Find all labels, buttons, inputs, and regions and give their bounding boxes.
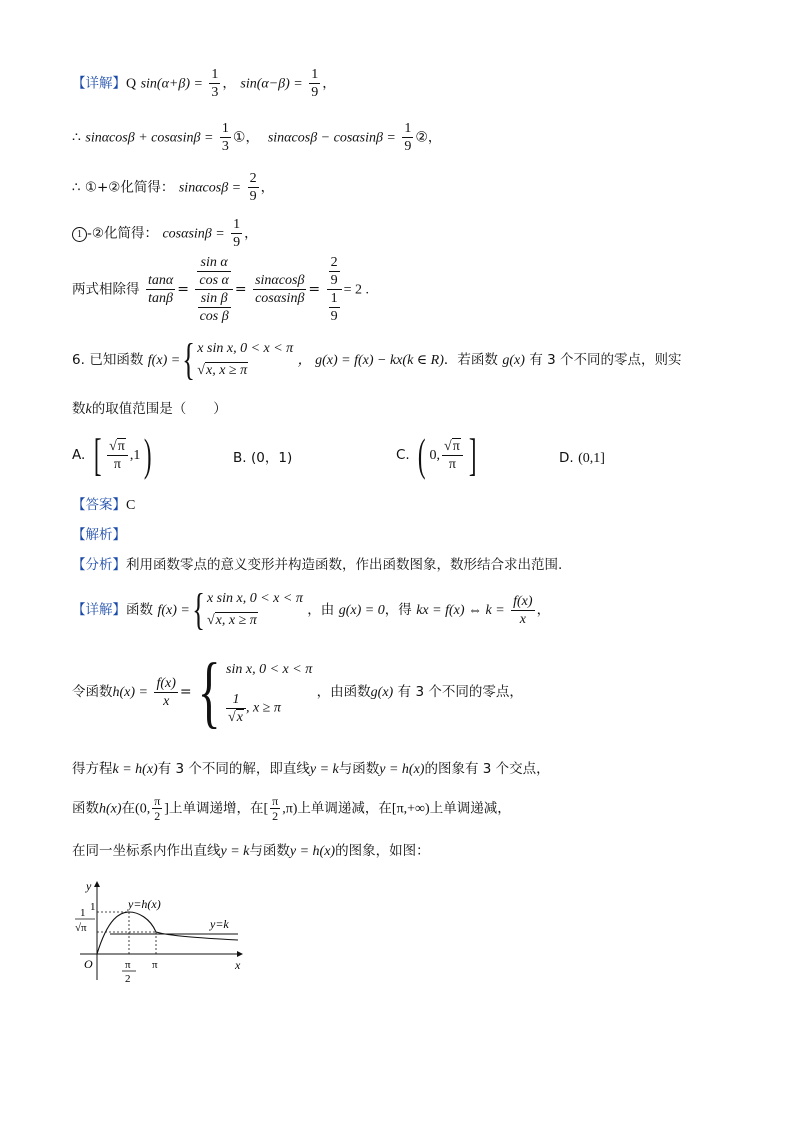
- eq1-fraction: $\frac{1}{3}$: [211, 67, 219, 100]
- detail-h-fraction: $\frac{f(x)}{x}$: [156, 675, 176, 709]
- option-d-value: (0,1]: [578, 451, 605, 466]
- p5-line-1: 【详解】Q sin(α+β) = $\frac{1}{3}$ ， sin(α−β) = $\frac{1}{9}$ ，: [72, 67, 336, 100]
- p5-line-3: ∴ ①+②化简得： sinαcosβ = $\frac{2}{9}$ ，: [72, 171, 275, 204]
- p5-line-2: ∴ sinαcosβ + cosαsinβ = $\frac{1}{3}$ ①， sinαcosβ − cosαsinβ = $\frac{1}{9}$ ②，: [72, 121, 442, 154]
- detail-line-5: 在同一坐标系内作出直线y = k与函数y = h(x)的图象，如图：: [72, 843, 430, 859]
- compound-fraction: $\frac{\frac{\text{sin α}}{\text{cos α}}}{\frac{\text{sin β}}{\text{cos β}}}$: [195, 254, 233, 325]
- line3-prefix: ∴ ①+②化简得：: [72, 179, 175, 196]
- analysis-text: 利用函数零点的意义变形并构造函数，作出函数图象，数形结合求出范围.: [126, 557, 563, 573]
- detail-line-4: 函数h(x)在(0, $\frac{\pi}{2}$ ]上单调递增，在[ $\frac{\pi}{2}$ ,π)上单调递减，在[π,+∞)上单调递减，: [72, 794, 511, 823]
- circled-mark-1: 1: [72, 227, 87, 242]
- q6-stem-a: 已知函数: [89, 352, 144, 368]
- mark-2: ②: [415, 130, 428, 146]
- q6-stem-b: ．若函数: [443, 352, 498, 368]
- q6-case-2: x, x ≥ π: [205, 363, 248, 378]
- q6-stem-c: 有 3 个不同的零点，则实: [529, 352, 682, 368]
- detail-line-1: 【详解】函数 f(x) ={ x sin x, 0 < x < π √x, x ≥ π ，由 g(x) = 0，得 kx = f(x) ⇔ k = $\frac{f(x)}{x}$ ，: [72, 585, 551, 634]
- line2-expr-b: sinαcosβ − cosαsinβ =: [267, 130, 396, 146]
- ratio-result: = 2 .: [343, 282, 370, 298]
- analysis-tag: 【分析】: [72, 557, 126, 573]
- option-d-label: D.: [559, 450, 574, 466]
- detail-tag-2: 【详解】: [72, 602, 126, 618]
- option-b-value: (0，1): [251, 450, 293, 466]
- detail-fx: f(x) =: [157, 603, 190, 618]
- detail-hx: h(x) =: [112, 685, 148, 700]
- option-c-fraction: $\frac{√\pi}{\pi}$: [442, 438, 463, 473]
- because-symbol: Q: [126, 76, 137, 92]
- q6-stem-e: 的取值范围是（ ）: [91, 401, 227, 417]
- x-tick-half-pi-den: 2: [125, 973, 131, 985]
- x-axis-label: x: [235, 958, 241, 972]
- mid-fraction: $\frac{\sin\alpha\cos\beta}{\cos\alpha\sin\beta}$: [255, 273, 305, 306]
- line4-text: -②化简得：: [87, 225, 158, 242]
- p5-line-4: 1 -②化简得： cosαsinβ = $\frac{1}{9}$ ，: [72, 216, 258, 251]
- analysis-line: [72, 556, 562, 574]
- option-a[interactable]: A. [ $\frac{√\pi}{\pi}$ ,1): [72, 429, 152, 480]
- line3-fraction: $\frac{2}{9}$: [249, 171, 257, 204]
- option-a-fraction: $\frac{√\pi}{\pi}$: [107, 438, 128, 473]
- option-c[interactable]: C. ( 0, $\frac{√\pi}{\pi}$ ]: [396, 429, 477, 480]
- eq2-lhs: sin(α−β) =: [240, 76, 303, 92]
- y-tick-frac-den: √π: [75, 922, 87, 934]
- analysis-head-tag: 【解析】: [72, 527, 126, 543]
- y-axis-label: y: [86, 879, 92, 893]
- y-tick-1: 1: [90, 901, 96, 913]
- origin-label: O: [84, 957, 93, 971]
- line4-fraction: $\frac{1}{9}$: [233, 217, 241, 250]
- analysis-head: [72, 526, 126, 544]
- ratio-fraction: $\frac{\frac{2}{9}}{\frac{1}{9}}$: [327, 254, 342, 325]
- detail-k-fraction: $\frac{f(x)}{x}$: [513, 593, 533, 627]
- option-c-label: C.: [396, 447, 410, 463]
- detail-g-zero: g(x) = 0: [338, 603, 385, 618]
- option-b-label: B.: [233, 450, 247, 466]
- q6-piecewise: x sin x, 0 < x < π √x, x ≥ π: [197, 338, 293, 382]
- q6-stem-d: 数: [72, 401, 86, 417]
- eq1-lhs: sin(α+β) =: [140, 76, 203, 92]
- h-curve-label: y=h(x): [128, 897, 161, 911]
- p5-line-5: 两式相除得 $\frac{\tan\alpha}{\tan\beta}$ = $\frac{\frac{\text{sin α}}{\text{cos α}}}{\frac{\text{sin β}}{\text{cos β}}}$ = $\frac{\sin\alpha\cos\beta}{\cos\alpha\sin\beta}$ = $\frac{\frac{2}{9}}{\frac{1}{9}}$ = 2 .: [72, 255, 370, 324]
- line2-expr-a: sinαcosβ + cosαsinβ =: [85, 130, 214, 146]
- x-tick-half-pi-num: π: [125, 959, 131, 971]
- detail-h-piecewise: sin x, 0 < x < π $\frac{1}{√x}$ , x ≥ π: [226, 661, 313, 725]
- line3-expr: sinαcosβ =: [178, 180, 242, 196]
- line2-fraction-a: $\frac{1}{3}$: [221, 121, 229, 154]
- option-b[interactable]: [233, 449, 292, 467]
- q6-stem-line-1: 6. 已知函数 f(x) ={ x sin x, 0 < x < π √x, x ≥ π ， g(x) = f(x) − kx(k ∈ R)．若函数 g(x) 有 3 个不同的零点，则实: [72, 335, 682, 384]
- q6-gx: g(x): [502, 353, 525, 368]
- q6-gdef: ， g(x) = f(x) − kx(k ∈ R): [297, 353, 444, 368]
- q6-fx: f(x) =: [147, 353, 181, 368]
- line5-prefix: 两式相除得: [72, 281, 140, 298]
- detail-line-2: 令函数h(x) = $\frac{f(x)}{x}$ ={ sin x, 0 < x < π $\frac{1}{√x}$ , x ≥ π ，由函数g(x) 有 3 个不同的零点，: [72, 648, 523, 736]
- k-line-label: y=k: [210, 917, 229, 931]
- answer-line: [72, 496, 135, 515]
- q6-k: k: [85, 402, 92, 417]
- q6-stem-line-2: [72, 400, 227, 419]
- detail-tag: 【详解】: [72, 75, 126, 92]
- detail-piecewise: x sin x, 0 < x < π √x, x ≥ π: [206, 591, 303, 628]
- function-graph: [70, 876, 250, 986]
- detail-equivalence: kx = f(x) ⇔ k =: [416, 603, 505, 618]
- line2-fraction-b: $\frac{1}{9}$: [404, 121, 412, 154]
- mark-1: ①: [232, 130, 246, 146]
- therefore-symbol: ∴: [72, 130, 81, 146]
- tan-fraction: $\frac{\tan\alpha}{\tan\beta}$: [147, 273, 174, 306]
- y-tick-frac-num: 1: [80, 907, 86, 919]
- line4-expr: cosαsinβ =: [162, 226, 225, 242]
- option-d[interactable]: [559, 449, 605, 468]
- answer-value: C: [126, 498, 136, 513]
- eq2-fraction: $\frac{1}{9}$: [311, 67, 319, 100]
- option-a-label: A.: [72, 447, 86, 463]
- x-tick-pi: π: [152, 959, 158, 971]
- answer-tag: 【答案】: [72, 497, 126, 513]
- q6-case-1: x sin x, 0 < x < π: [197, 341, 294, 356]
- detail-line-3: 得方程k = h(x)有 3 个不同的解，即直线y = k与函数y = h(x)的图象有 3 个交点，: [72, 761, 550, 777]
- q6-number: 6.: [72, 352, 85, 368]
